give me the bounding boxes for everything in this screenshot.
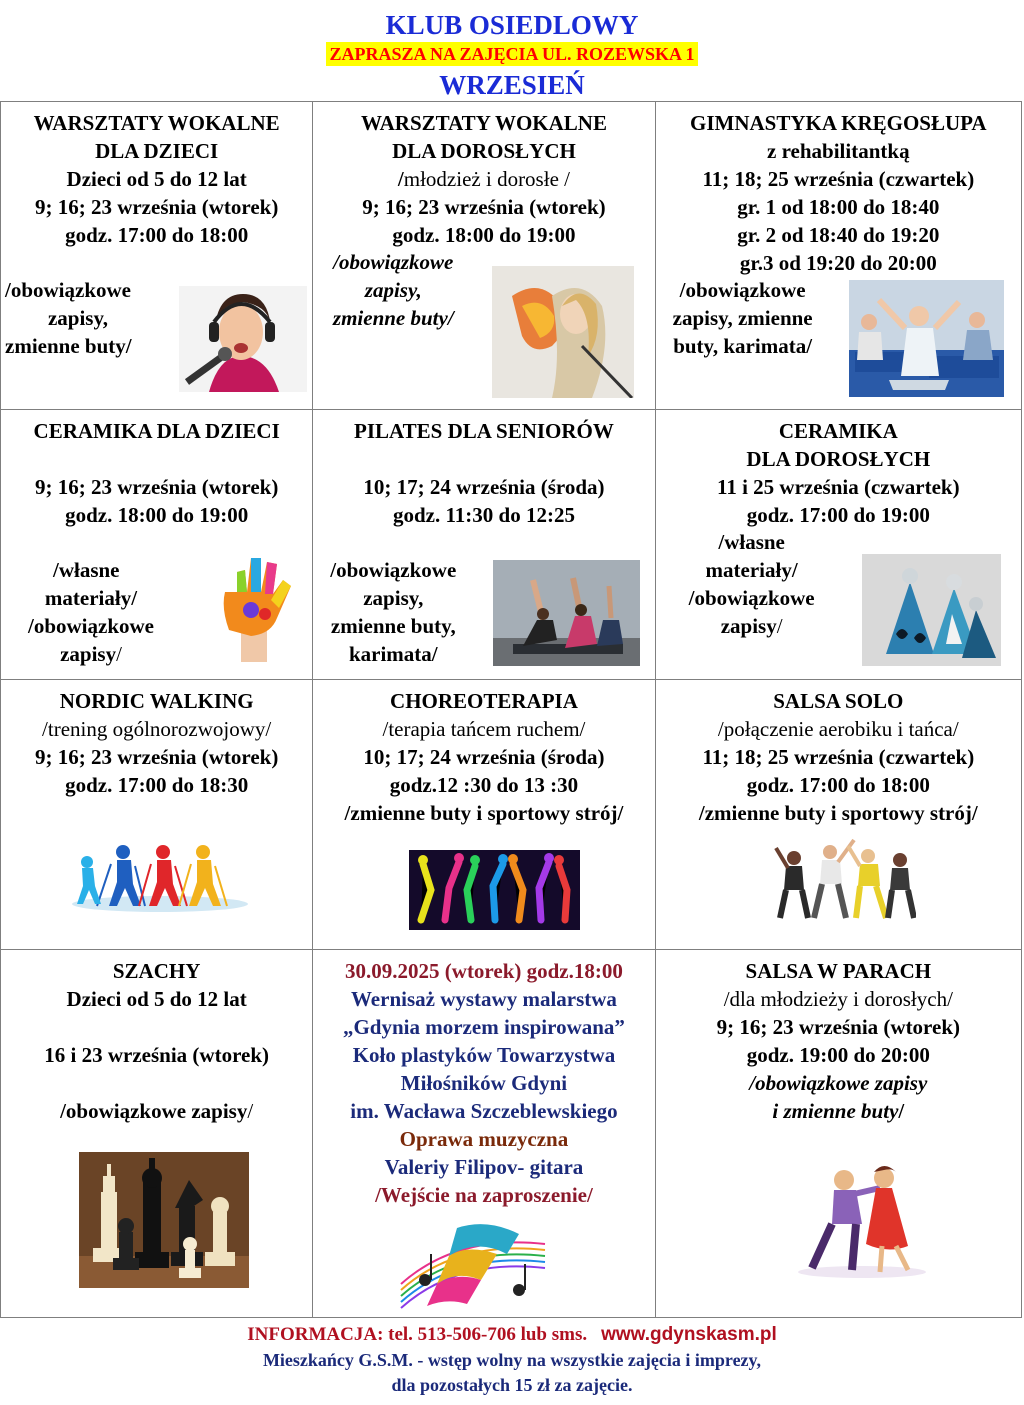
schedule-grid	[0, 101, 1022, 1318]
month-title: WRZESIEŃ	[439, 70, 585, 100]
cell-choreo: CHOREOTERAPIA /terapia tańcem ruchem/ 10; 17; 24 września (środa) godz.12 :30 do 13 :30 /zmienne buty i sportowy strój/	[313, 680, 655, 950]
singing-woman-icon	[492, 266, 634, 398]
nordic-walkers-icon	[67, 840, 253, 916]
note-vocal-kids: /obowiązkowe zapisy, zmienne buty/	[5, 278, 132, 358]
cell-vernissage: 30.09.2025 (wtorek) godz.18:00 Wernisaż wystawy malarstwa „Gdynia morzem inspirowana” Koło plastyków Towarzystwa Miłośników Gdyni im. Wacława Szczeblewskiego Oprawa muzyczna Valeriy Filipov- gitara /Wejście na zaproszenie/	[313, 950, 655, 1318]
note-ceramics-adults: /własne materiały/ /obowiązkowe zapisy/	[688, 530, 815, 638]
note-gym: /obowiązkowe zapisy, zmienne buty, karimata/	[672, 278, 813, 358]
yoga-pose-icon	[493, 560, 640, 666]
info-line	[0, 1322, 1024, 1348]
cell-vocal-adults: WARSZTATY WOKALNE DLA DOROSŁYCH /młodzież i dorosłe / 9; 16; 23 września (wtorek) godz. 18:00 do 19:00 /obowiązkowe zapisy, zmienne buty/	[313, 102, 655, 410]
exercise-class-icon	[849, 280, 1004, 397]
info-phone: INFORMACJA: tel. 513-506-706 lub sms.	[247, 1324, 588, 1345]
music-notes-icon	[397, 1214, 549, 1310]
dancers-group-icon	[774, 834, 916, 920]
footer-price-note: dla pozostałych 15 zł za zajęcie.	[391, 1375, 633, 1395]
cell-gym: GIMNASTYKA KRĘGOSŁUPA z rehabilitantką 11; 18; 25 września (czwartek) gr. 1 od 18:00 do 18:40 gr. 2 od 18:40 do 19:20 gr.3 od 19:20 do 20:00 /obowiązkowe zapisy, zmienne buty, karimata/	[655, 102, 1021, 410]
singing-girl-icon	[179, 286, 307, 392]
dancing-silhouettes-icon	[409, 850, 580, 930]
footer-residents-note: Mieszkańcy G.S.M. - wstęp wolny na wszystkie zajęcia i imprezy,	[262, 1350, 762, 1370]
dancing-couple-icon	[792, 1158, 934, 1280]
cell-nordic: NORDIC WALKING /trening ogólnorozwojowy/ 9; 16; 23 września (wtorek) godz. 17:00 do 18:30	[1, 680, 313, 950]
club-title: KLUB OSIEDLOWY	[385, 10, 639, 40]
note-vocal-adults: /obowiązkowe zapisy, zmienne buty/	[332, 250, 454, 330]
cell-ceramics-kids: CERAMIKA DLA DZIECI 9; 16; 23 września (wtorek) godz. 18:00 do 19:00 /własne materiały/ /obowiązkowe zapisy/	[1, 410, 313, 680]
cell-salsa-pairs: SALSA W PARACH /dla młodzieży i dorosłych/ 9; 16; 23 września (wtorek) godz. 19:00 do 20:00 /obowiązkowe zapisy i zmienne buty/	[655, 950, 1021, 1318]
invitation-subtitle: ZAPRASZA NA ZAJĘCIA UL. ROZEWSKA 1	[326, 42, 697, 66]
cell-vocal-kids: WARSZTATY WOKALNE DLA DZIECI Dzieci od 5 do 12 lat 9; 16; 23 września (wtorek) godz. 17:00 do 18:00 /obowiązkowe zapisy, zmienne buty/	[1, 102, 313, 410]
website-link[interactable]: www.gdynskasm.pl	[601, 1324, 777, 1345]
chess-pieces-icon	[79, 1152, 249, 1288]
cell-ceramics-adults: CERAMIKA DLA DOROSŁYCH 11 i 25 września (czwartek) godz. 17:00 do 19:00 /własne materiały/ /obowiązkowe zapisy/	[655, 410, 1021, 680]
note-pilates: /obowiązkowe zapisy, zmienne buty, karimata/	[330, 558, 457, 666]
painted-hand-icon	[207, 548, 293, 662]
note-ceramics-kids: /własne materiały/ /obowiązkowe zapisy/	[28, 558, 154, 666]
cell-chess: SZACHY Dzieci od 5 do 12 lat 16 i 23 września (wtorek) /obowiązkowe zapisy/	[1, 950, 313, 1318]
ceramic-figures-icon	[862, 554, 1001, 666]
cell-salsa-solo: SALSA SOLO /połączenie aerobiku i tańca/ 11; 18; 25 września (czwartek) godz. 17:00 do 18:00 /zmienne buty i sportowy strój/	[655, 680, 1021, 950]
cell-pilates: PILATES DLA SENIORÓW 10; 17; 24 września (środa) godz. 11:30 do 12:25 /obowiązkowe zapisy, zmienne buty, karimata/	[313, 410, 655, 680]
